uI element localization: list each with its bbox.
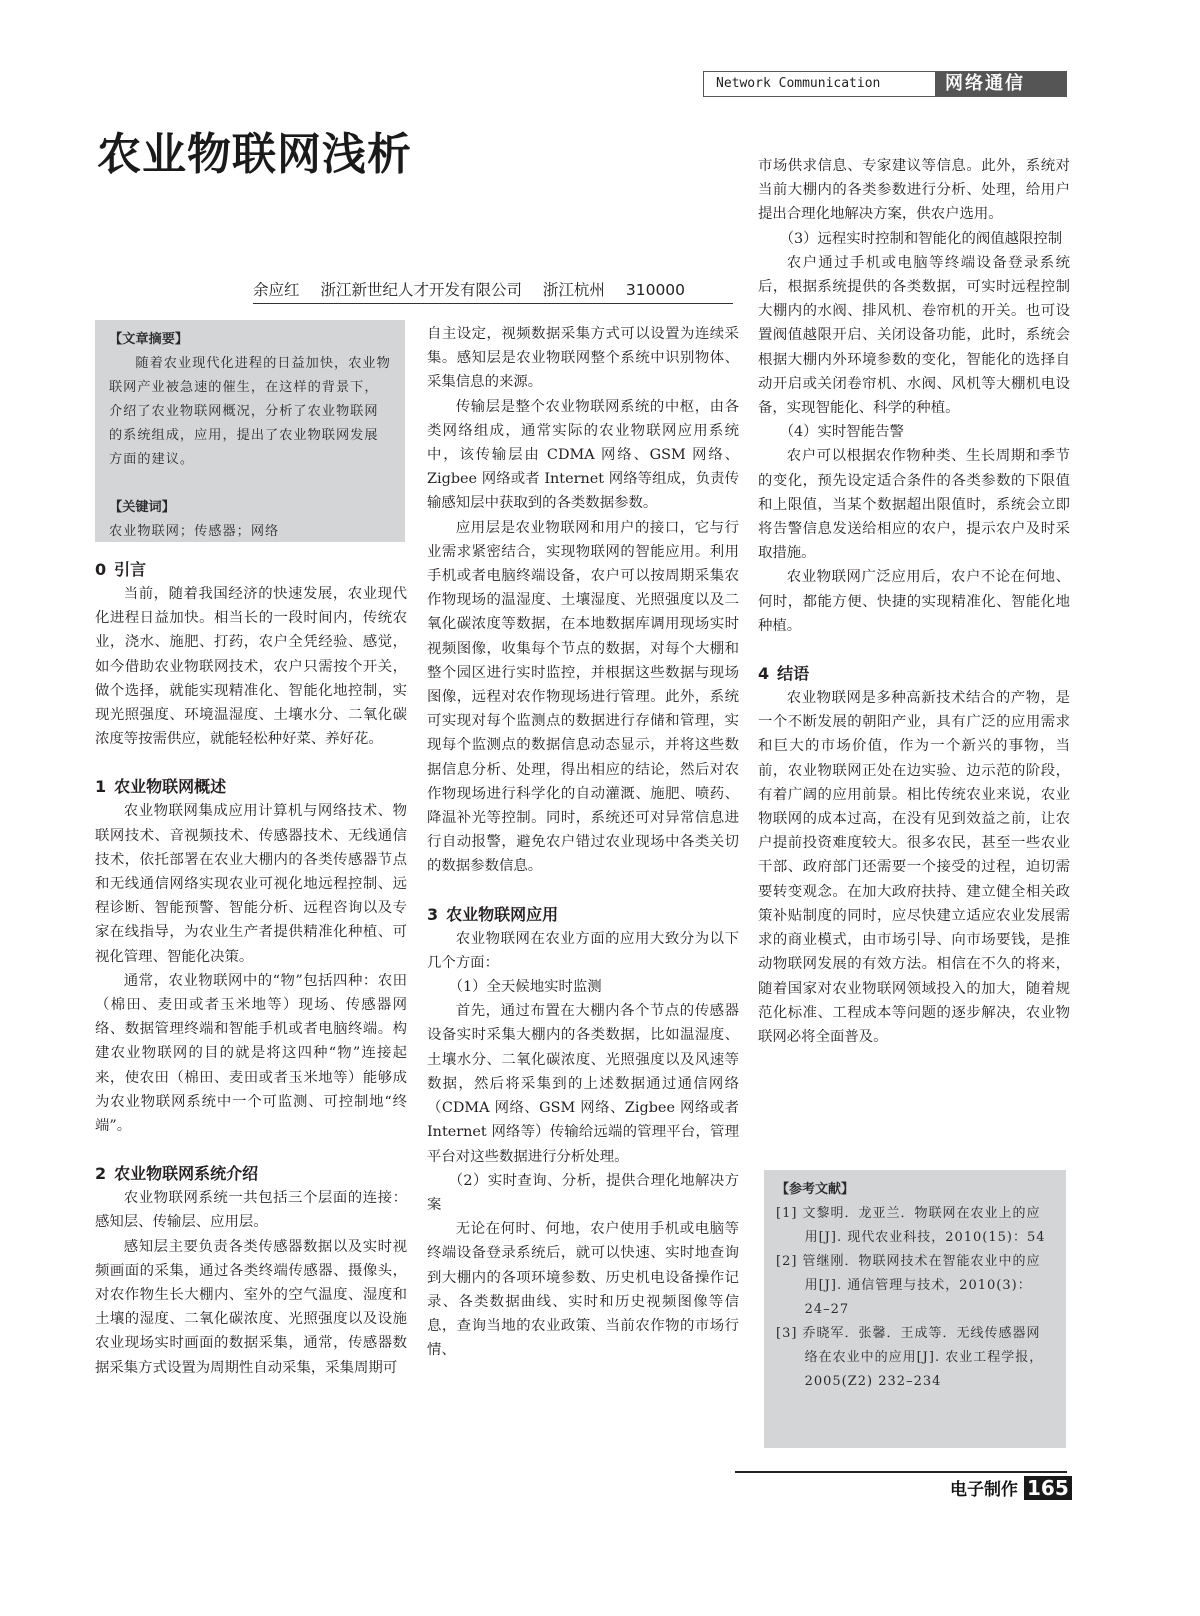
article-title: 农业物联网浅析 [97,129,412,180]
page-number: 165 [1024,1476,1072,1500]
reference-item: [2] 管继刚．物联网技术在智能农业中的应用[J]. 通信管理与技术，2010(3)：24–27 [776,1254,1041,1317]
section-heading-2: 2 农业物联网系统介绍 [95,1164,259,1184]
abstract-box [95,320,405,542]
paragraph: 当前，随着我国经济的快速发展，农业现代化进程日益加快。相当长的一段时间内，传统农业，浇水、施肥、打药，农户全凭经验、感觉，如今借助农业物联网技术，农户只需按个开关，做个选择，就能实现精准化、智能化地控制，实现光照强度、环境温湿度、土壤水分、二氧化碳浓度等按需供应，就能轻松种好菜、养好花。 [95,586,407,748]
section-heading-4: 4 结语 [758,664,810,684]
abstract-text: 随着农业现代化进程的日益加快，农业物联网产业被急速的催生，在这样的背景下，介绍了农业物联网概况，分析了农业物联网的系统组成，应用，提出了农业物联网发展方面的建议。 [109,356,391,467]
section-name-zh: 网络通信 [935,72,1066,96]
paragraph: 无论在何时、何地，农户使用手机或电脑等终端设备登录系统后，就可以快速、实时地查询到大棚内的各项环境参数、历史机电设备操作记录、各类数据曲线、实时和历史视频图像等信息，查询当地的农业政策、当前农作物的市场行情、 [427,1221,739,1359]
footer-rule [735,1471,1067,1473]
paragraph: 农业物联网系统一共包括三个层面的连接：感知层、传输层、应用层。 [95,1190,407,1231]
page-footer [950,1475,1072,1500]
subheading: （1）全天候地实时监测 [448,979,602,996]
author-line [253,278,733,304]
keywords-text: 农业物联网；传感器；网络 [109,524,280,539]
author-name: 余应红 [253,281,300,299]
references-label: 【参考文献】 [776,1182,855,1197]
paragraph: 市场供求信息、专家建议等信息。此外，系统对当前大棚内的各类参数进行分析、处理，给用户提出合理化地解决方案，供农户选用。 [758,158,1070,223]
subheading: （4）实时智能告警 [779,424,904,441]
subheading: （3）远程实时控制和智能化的阀值越限控制 [779,230,1063,247]
paragraph: 传输层是整个农业物联网系统的中枢，由各类网络组成，通常实际的农业物联网应用系统中，该传输层由 CDMA 网络、GSM 网络、Zigbee 网络或者 Internet 网络等组成，负责传输感知层中获取到的各类数据参数。 [427,398,739,512]
paragraph: 应用层是农业物联网和用户的接口，它与行业需求紧密结合，实现物联网的智能应用。利用手机或者电脑终端设备，农户可以按周期采集农作物现场的温湿度、土壤湿度、光照强度以及二氧化碳浓度等数据，在本地数据库调用现场实时视频图像，收集每个节点的数据，对每个大棚和整个园区进行实时监控，并根据这些数据与现场图像，远程对农作物现场进行管理。此外，系统可实现对每个监测点的数据进行存储和管理，实现每个监测点的数据信息动态显示，并将这些数据信息分析、处理，得出相应的结论，然后对农作物现场进行科学化的自动灌溉、施肥、喷药、降温补光等控制。同时，系统还可对异常信息进行自动报警，避免农户错过农业现场中各类关切的数据参数信息。 [427,519,739,875]
references-box [764,1170,1066,1448]
reference-item: [3] 乔晓军．张馨．王成等．无线传感器网络在农业中的应用[J]. 农业工程学报，2005(Z2) 232–234 [776,1326,1044,1389]
author-affiliation: 浙江新世纪人才开发有限公司 [320,281,522,299]
section-heading-1: 1 农业物联网概述 [95,777,227,797]
column-3 [758,154,1070,1049]
section-heading-0: 0 引言 [95,560,147,579]
reference-item: [1] 文黎明．龙亚兰．物联网在农业上的应用[J]. 现代农业科技，2010(15)：54 [776,1206,1046,1245]
author-location: 浙江杭州 [542,281,605,299]
paragraph: 农户通过手机或电脑等终端设备登录系统后，根据系统提供的各类数据，可实时远程控制大棚内的水阀、排风机、卷帘机的开关。也可设置阀值越限开启、关闭设备功能，此时，系统会根据大棚内外环境参数的变化，智能化的选择自动开启或关闭卷帘机、水阀、风机等大棚机电设备，实现智能化、科学的种植。 [758,254,1070,417]
section-header-tag [703,71,1067,97]
abstract-label: 【文章摘要】 [109,332,189,347]
paragraph: 农业物联网是多种高新技术结合的产物，是一个不断发展的朝阳产业，具有广泛的应用需求和巨大的市场价值，作为一个新兴的事物，当前，农业物联网正处在边实验、边示范的阶段，有着广阔的应用前景。相比传统农业来说，农业物联网的成本过高，在没有见到效益之前，让农户提前投资难度较大。很多农民，甚至一些农业干部、政府部门还需要一个接受的过程，迫切需要转变观念。在加大政府扶持、建立健全相关政策补贴制度的同时，应尽快建立适应农业发展需求的商业模式，由市场引导、向市场要钱，是推动物联网发展的有效方法。相信在不久的将来，随着国家对农业物联网领域投入的加大，随着规范化标准、工程成本等问题的逐步解决，农业物联网必将全面普及。 [758,690,1070,1045]
section-name-en: Network Communication [704,72,935,96]
paragraph: 感知层主要负责各类传感器数据以及实时视频画面的采集，通过各类终端传感器、摄像头，对农作物生长大棚内、室外的空气温度、湿度和土壤的湿度、二氧化碳浓度、光照强度以及设施农业现场实时画面的数据采集，通常，传感器数据采集方式设置为周期性自动采集，采集周期可 [95,1238,407,1376]
paragraph: 农业物联网在农业方面的应用大致分为以下几个方面： [427,930,739,971]
paragraph: 通常，农业物联网中的“物”包括四种：农田（棉田、麦田或者玉米地等）现场、传感器网络、数据管理终端和智能手机或者电脑终端。构建农业物联网的目的就是将这四种“物”连接起来，使农田（棉田、麦田或者玉米地等）能够成为农业物联网系统中一个可监测、可控制地“终端”。 [95,972,407,1135]
magazine-name: 电子制作 [950,1480,1018,1500]
author-postcode: 310000 [625,281,686,299]
column-1 [95,558,407,1380]
keywords-label: 【关键词】 [109,500,175,515]
subheading: （2）实时查询、分析，提供合理化地解决方案 [427,1172,739,1213]
paragraph: 首先，通过布置在大棚内各个节点的传感器设备实时采集大棚内的各类数据，比如温湿度、土壤水分、二氧化碳浓度、光照强度以及风速等数据，然后将采集到的上述数据通过通信网络（CDMA 网络、GSM 网络、Zigbee 网络或者 Internet 网络等）传输给远端的管理平台，管理平台对这些数据进行分析处理。 [427,1003,739,1165]
paragraph: 农业物联网广泛应用后，农户不论在何地、何时，都能方便、快捷的实现精准化、智能化地种植。 [758,569,1070,634]
section-heading-3: 3 农业物联网应用 [427,904,559,924]
paragraph: 农业物联网集成应用计算机与网络技术、物联网技术、音视频技术、传感器技术、无线通信技术，依托部署在农业大棚内的各类传感器节点和无线通信网络实现农业可视化地远程控制、远程诊断、智能预警、智能分析、远程咨询以及专家在线指导，为农业生产者提供精准化种植、可视化管理、智能化决策。 [95,803,407,965]
paragraph: 农户可以根据农作物种类、生长周期和季节的变化，预先设定适合条件的各类参数的下限值和上限值，当某个数据超出限值时，系统会立即将告警信息发送给相应的农户，提示农户及时采取措施。 [758,448,1070,562]
paragraph: 自主设定，视频数据采集方式可以设置为连续采集。感知层是农业物联网整个系统中识别物体、采集信息的来源。 [427,326,739,391]
column-2 [427,322,739,1362]
